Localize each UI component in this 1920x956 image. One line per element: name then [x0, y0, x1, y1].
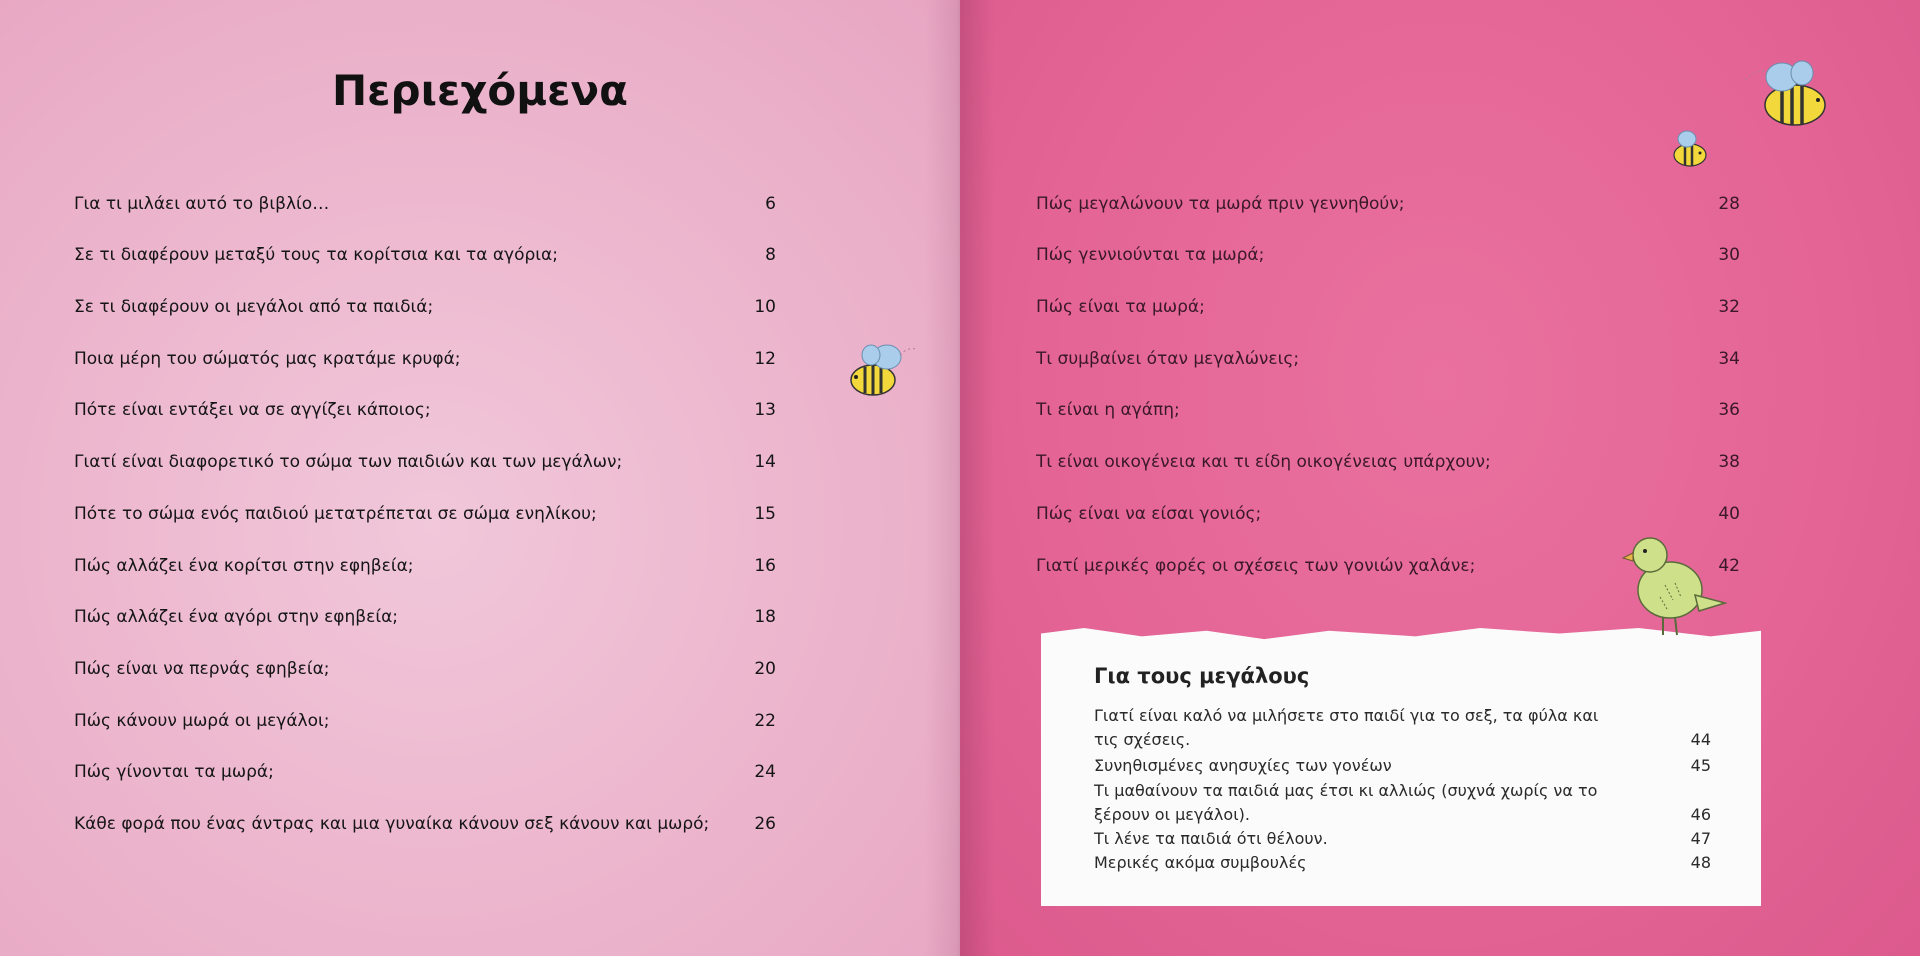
- adults-note-item-page: 44: [1690, 730, 1711, 749]
- toc-entry[interactable]: [1036, 500, 1740, 528]
- toc-entry[interactable]: [74, 293, 776, 321]
- toc-entry[interactable]: [1036, 396, 1740, 424]
- toc-entry-page: 30: [1718, 245, 1740, 265]
- toc-entry-title: Πώς γεννιούνται τα μωρά;: [1036, 245, 1265, 265]
- toc-entry-title: Πώς αλλάζει ένα αγόρι στην εφηβεία;: [74, 607, 399, 627]
- toc-entry-title: Για τι μιλάει αυτό το βιβλίο…: [74, 194, 330, 214]
- toc-entry-page: 34: [1718, 349, 1740, 369]
- adults-note-item[interactable]: [1094, 779, 1711, 827]
- toc-entry-page: 14: [754, 452, 776, 472]
- adults-note-item[interactable]: [1094, 704, 1711, 752]
- toc-entry[interactable]: [1036, 241, 1740, 269]
- toc-entry-title: Κάθε φορά που ένας άντρας και μια γυναίκα κάνουν σεξ κάνουν και μωρό;: [74, 814, 710, 834]
- toc-entry-title: Σε τι διαφέρουν οι μεγάλοι από τα παιδιά;: [74, 297, 434, 317]
- toc-entry-title: Πώς είναι να περνάς εφηβεία;: [74, 659, 330, 679]
- toc-entry-title: Γιατί είναι διαφορετικό το σώμα των παιδιών και των μεγάλων;: [74, 452, 623, 472]
- toc-entry-page: 10: [754, 297, 776, 317]
- page-title: Περιεχόμενα: [331, 66, 629, 115]
- toc-entry-page: 15: [754, 504, 776, 524]
- toc-entry-title: Πώς είναι να είσαι γονιός;: [1036, 504, 1262, 524]
- toc-entry-title: Πότε είναι εντάξει να σε αγγίζει κάποιος;: [74, 400, 431, 420]
- small-bee-illustration: [1665, 125, 1715, 173]
- toc-entry-title: Γιατί μερικές φορές οι σχέσεις των γονιών χαλάνε;: [1036, 556, 1476, 576]
- toc-entry[interactable]: [1036, 293, 1740, 321]
- adults-note-item[interactable]: [1094, 754, 1711, 778]
- toc-entry[interactable]: [74, 707, 776, 735]
- large-bee-illustration: [1740, 55, 1840, 140]
- adults-note-item-page: 45: [1690, 756, 1711, 775]
- toc-entry-title: Πώς κάνουν μωρά οι μεγάλοι;: [74, 711, 330, 731]
- bee-illustration: [845, 335, 920, 405]
- toc-entry-title: Σε τι διαφέρουν μεταξύ τους τα κορίτσια και τα αγόρια;: [74, 245, 558, 265]
- toc-entry[interactable]: [74, 500, 776, 528]
- toc-entry-title: Πότε το σώμα ενός παιδιού μετατρέπεται σε σώμα ενηλίκου;: [74, 504, 597, 524]
- adults-note-item-text: Τι μαθαίνουν τα παιδιά μας έτσι κι αλλιώς (συχνά χωρίς να το ξέρουν οι μεγάλοι).: [1094, 781, 1598, 824]
- toc-entry-page: 36: [1718, 400, 1740, 420]
- adults-note-item-text: Συνηθισμένες ανησυχίες των γονέων: [1094, 756, 1392, 775]
- toc-entry[interactable]: [74, 655, 776, 683]
- toc-entry-title: Πώς μεγαλώνουν τα μωρά πριν γεννηθούν;: [1036, 194, 1405, 214]
- adults-note-item-page: 47: [1690, 829, 1711, 848]
- toc-entry[interactable]: [1036, 345, 1740, 373]
- toc-entry-title: Ποια μέρη του σώματός μας κρατάμε κρυφά;: [74, 349, 461, 369]
- toc-entry-title: Πώς αλλάζει ένα κορίτσι στην εφηβεία;: [74, 556, 414, 576]
- toc-entry-page: 18: [754, 607, 776, 627]
- bird-illustration: [1615, 525, 1730, 640]
- toc-entry[interactable]: [74, 552, 776, 580]
- adults-note-item-text: Τι λένε τα παιδιά ότι θέλουν.: [1094, 829, 1328, 848]
- adults-note-item-text: Μερικές ακόμα συμβουλές: [1094, 853, 1307, 872]
- toc-entry-page: 38: [1718, 452, 1740, 472]
- toc-entry-title: Πώς γίνονται τα μωρά;: [74, 762, 274, 782]
- adults-note-item[interactable]: [1094, 827, 1711, 851]
- toc-entry[interactable]: [74, 758, 776, 786]
- adults-note-item-text: Γιατί είναι καλό να μιλήσετε στο παιδί για το σεξ, τα φύλα και τις σχέσεις.: [1094, 706, 1599, 749]
- toc-entry[interactable]: [1036, 190, 1740, 218]
- toc-entry-page: 16: [754, 556, 776, 576]
- toc-entry-title: Τι είναι η αγάπη;: [1036, 400, 1180, 420]
- toc-entry-page: 24: [754, 762, 776, 782]
- toc-entry[interactable]: [74, 810, 776, 838]
- toc-entry-page: 22: [754, 711, 776, 731]
- toc-entry[interactable]: [74, 448, 776, 476]
- toc-entry-page: 20: [754, 659, 776, 679]
- toc-entry-page: 13: [754, 400, 776, 420]
- adults-note-item-page: 46: [1690, 805, 1711, 824]
- toc-entry-page: 8: [765, 245, 776, 265]
- toc-entry-page: 28: [1718, 194, 1740, 214]
- toc-entry-page: 26: [754, 814, 776, 834]
- toc-entry-page: 42: [1718, 556, 1740, 576]
- toc-entry-page: 40: [1718, 504, 1740, 524]
- adults-note-item-page: 48: [1690, 853, 1711, 872]
- toc-entry-title: Πώς είναι τα μωρά;: [1036, 297, 1205, 317]
- toc-entry[interactable]: [74, 603, 776, 631]
- toc-entry[interactable]: [1036, 448, 1740, 476]
- toc-entry-page: 32: [1718, 297, 1740, 317]
- toc-entry[interactable]: [74, 396, 776, 424]
- toc-entry-title: Τι είναι οικογένεια και τι είδη οικογένειας υπάρχουν;: [1036, 452, 1491, 472]
- adults-note-item[interactable]: [1094, 851, 1711, 875]
- toc-entry[interactable]: [74, 190, 776, 218]
- toc-entry[interactable]: [74, 241, 776, 269]
- toc-entry-page: 12: [754, 349, 776, 369]
- toc-entry-title: Τι συμβαίνει όταν μεγαλώνεις;: [1036, 349, 1300, 369]
- toc-entry-page: 6: [765, 194, 776, 214]
- toc-entry[interactable]: [74, 345, 776, 373]
- adults-note-title: Για τους μεγάλους: [1094, 664, 1310, 688]
